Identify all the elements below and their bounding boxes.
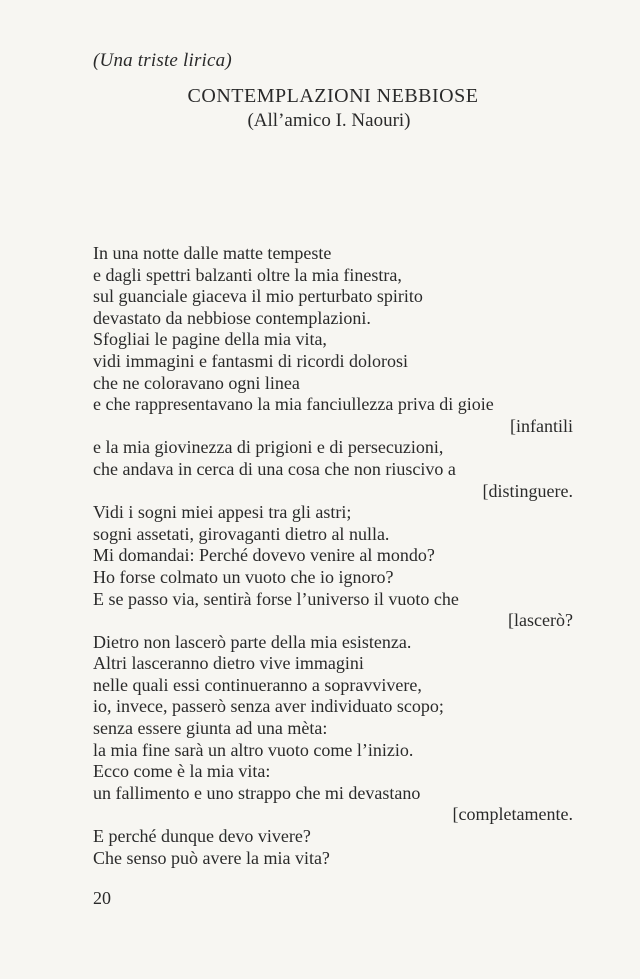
- poem-line: nelle quali essi continueranno a sopravvivere,: [93, 674, 422, 695]
- poem-line: Vidi i sogni miei appesi tra gli astri;: [93, 502, 352, 523]
- poem-line: Dietro non lascerò parte della mia esistenza.: [93, 631, 412, 652]
- poem-line: In una notte dalle matte tempeste: [93, 243, 332, 263]
- poem-line: Altri lasceranno dietro vive immagini: [93, 653, 364, 674]
- poem-line-continuation: [lascerò?: [508, 610, 573, 631]
- poem-dedication: (All’amico I. Naouri): [247, 110, 411, 131]
- poem-line: Ho forse colmato un vuoto che io ignoro?: [93, 566, 394, 587]
- poem-line: che andava in cerca di una cosa che non riuscivo a: [93, 458, 456, 479]
- poem-line: io, invece, passerò senza aver individuato scopo;: [93, 696, 444, 717]
- page-number: 20: [93, 888, 111, 908]
- poem-line: Sfogliai le pagine della mia vita,: [93, 329, 327, 350]
- poem-line: e la mia giovinezza di prigioni e di persecuzioni,: [93, 437, 444, 458]
- poem-line-continuation: [infantili: [510, 415, 573, 436]
- poem-line: sul guanciale giaceva il mio perturbato spirito: [93, 286, 423, 307]
- poem-line: senza essere giunta ad una mèta:: [93, 718, 328, 739]
- poem-subtitle: (Una triste lirica): [93, 50, 232, 71]
- poem-line: E se passo via, sentirà forse l’universo il vuoto che: [93, 588, 459, 609]
- poem-line: e dagli spettri balzanti oltre la mia finestra,: [93, 264, 402, 285]
- poem-line: vidi immagini e fantasmi di ricordi dolorosi: [93, 350, 408, 371]
- poem-body: [93, 243, 573, 869]
- poem-line-continuation: [distinguere.: [482, 480, 573, 501]
- poem-line: Ecco come è la mia vita:: [93, 761, 271, 782]
- poem-title: CONTEMPLAZIONI NEBBIOSE: [187, 85, 479, 107]
- poem-line: Mi domandai: Perché dovevo venire al mondo?: [93, 545, 435, 566]
- poem-line: Che senso può avere la mia vita?: [93, 847, 330, 868]
- poem-line: E perché dunque devo vivere?: [93, 826, 311, 847]
- poem-line: devastato da nebbiose contemplazioni.: [93, 307, 371, 328]
- poem-line-continuation: [completamente.: [452, 804, 573, 825]
- poem-line: un fallimento e uno strappo che mi devastano: [93, 782, 421, 803]
- poem-line: la mia fine sarà un altro vuoto come l’inizio.: [93, 739, 414, 760]
- poem-line: e che rappresentavano la mia fanciullezza priva di gioie: [93, 394, 494, 415]
- poem-line: sogni assetati, girovaganti dietro al nulla.: [93, 523, 390, 544]
- poem-line: che ne coloravano ogni linea: [93, 372, 300, 393]
